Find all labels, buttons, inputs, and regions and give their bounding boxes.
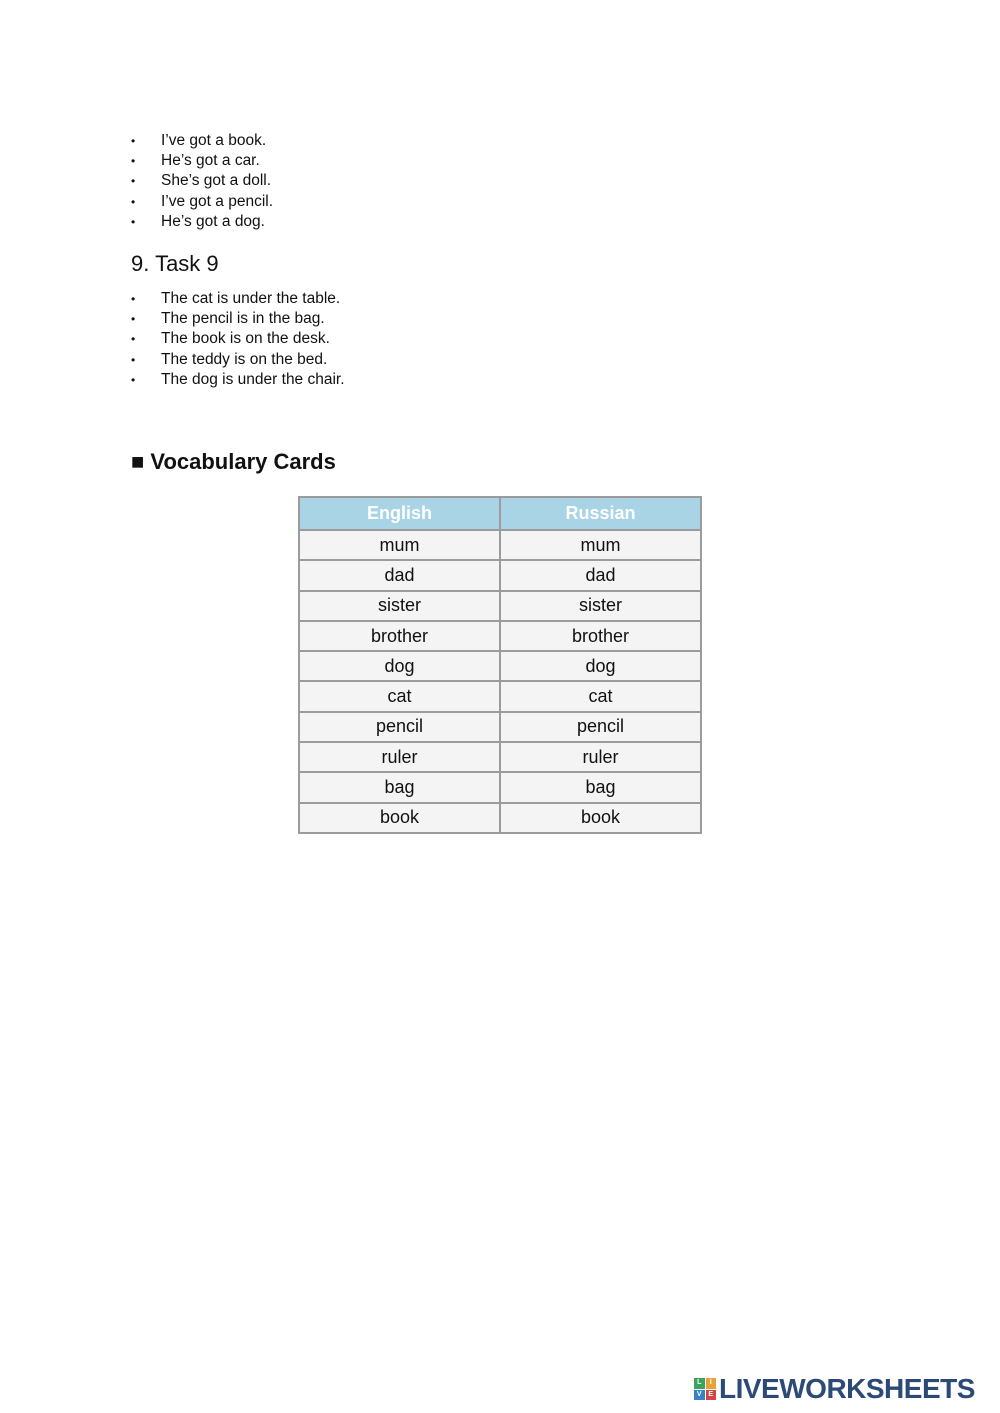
column-header-russian: Russian: [500, 497, 701, 530]
table-row: [299, 681, 701, 711]
english-cell: cat: [299, 681, 500, 711]
russian-cell: pencil: [500, 712, 701, 742]
russian-cell: bag: [500, 772, 701, 802]
russian-cell: dog: [500, 651, 701, 681]
vocabulary-table: [298, 496, 702, 834]
english-cell: pencil: [299, 712, 500, 742]
task-9-heading: 9. Task 9: [131, 251, 219, 276]
list-item: • The teddy is on the bed.: [131, 350, 345, 370]
russian-cell: mum: [500, 530, 701, 560]
logo-mark-letter: L: [694, 1378, 705, 1389]
list-item: • He’s got a car.: [131, 151, 273, 171]
table-row: [299, 591, 701, 621]
russian-cell: brother: [500, 621, 701, 651]
english-cell: mum: [299, 530, 500, 560]
russian-cell: sister: [500, 591, 701, 621]
bullet: •: [131, 292, 136, 306]
table-row: [299, 530, 701, 560]
table-row: [299, 772, 701, 802]
list-item: • He’s got a dog.: [131, 212, 273, 232]
vocabulary-cards-heading: ■ Vocabulary Cards: [131, 449, 336, 474]
list-item: • The book is on the desk.: [131, 329, 345, 349]
column-header-english: English: [299, 497, 500, 530]
table-row: [299, 621, 701, 651]
english-cell: dog: [299, 651, 500, 681]
table-row: [299, 742, 701, 772]
bullet: •: [131, 174, 136, 189]
bullet: •: [131, 154, 136, 169]
bullet: •: [131, 312, 136, 327]
bullet: •: [131, 194, 136, 209]
english-cell: bag: [299, 772, 500, 802]
bullet: •: [131, 214, 136, 229]
russian-cell: cat: [500, 681, 701, 711]
bullet: •: [131, 352, 136, 367]
task-9-list: [131, 289, 345, 390]
list-item: • The dog is under the chair.: [131, 370, 345, 390]
table-header-row: [299, 497, 701, 530]
list-item: • I’ve got a pencil.: [131, 192, 273, 212]
bullet: •: [131, 134, 136, 148]
english-cell: ruler: [299, 742, 500, 772]
bullet: •: [131, 332, 136, 347]
russian-cell: book: [500, 803, 701, 833]
table-row: [299, 712, 701, 742]
table-row: [299, 651, 701, 681]
russian-cell: ruler: [500, 742, 701, 772]
liveworksheets-logo: [694, 1372, 975, 1406]
list-item: • The cat is under the table.: [131, 289, 345, 309]
bullet: •: [131, 372, 136, 387]
list-item: • She’s got a doll.: [131, 171, 273, 191]
table-row: [299, 560, 701, 590]
english-cell: dad: [299, 560, 500, 590]
logo-mark-letter: V: [694, 1390, 705, 1401]
logo-text: LIVEWORKSHEETS: [719, 1373, 975, 1404]
answer-list-1: [131, 131, 273, 232]
logo-mark-letter: I: [706, 1378, 717, 1389]
table-row: [299, 803, 701, 833]
list-item: • I’ve got a book.: [131, 131, 273, 151]
english-cell: sister: [299, 591, 500, 621]
english-cell: book: [299, 803, 500, 833]
english-cell: brother: [299, 621, 500, 651]
liveworksheets-logo-icon: [694, 1378, 716, 1400]
russian-cell: dad: [500, 560, 701, 590]
list-item: • The pencil is in the bag.: [131, 309, 345, 329]
logo-mark-letter: E: [706, 1390, 717, 1401]
